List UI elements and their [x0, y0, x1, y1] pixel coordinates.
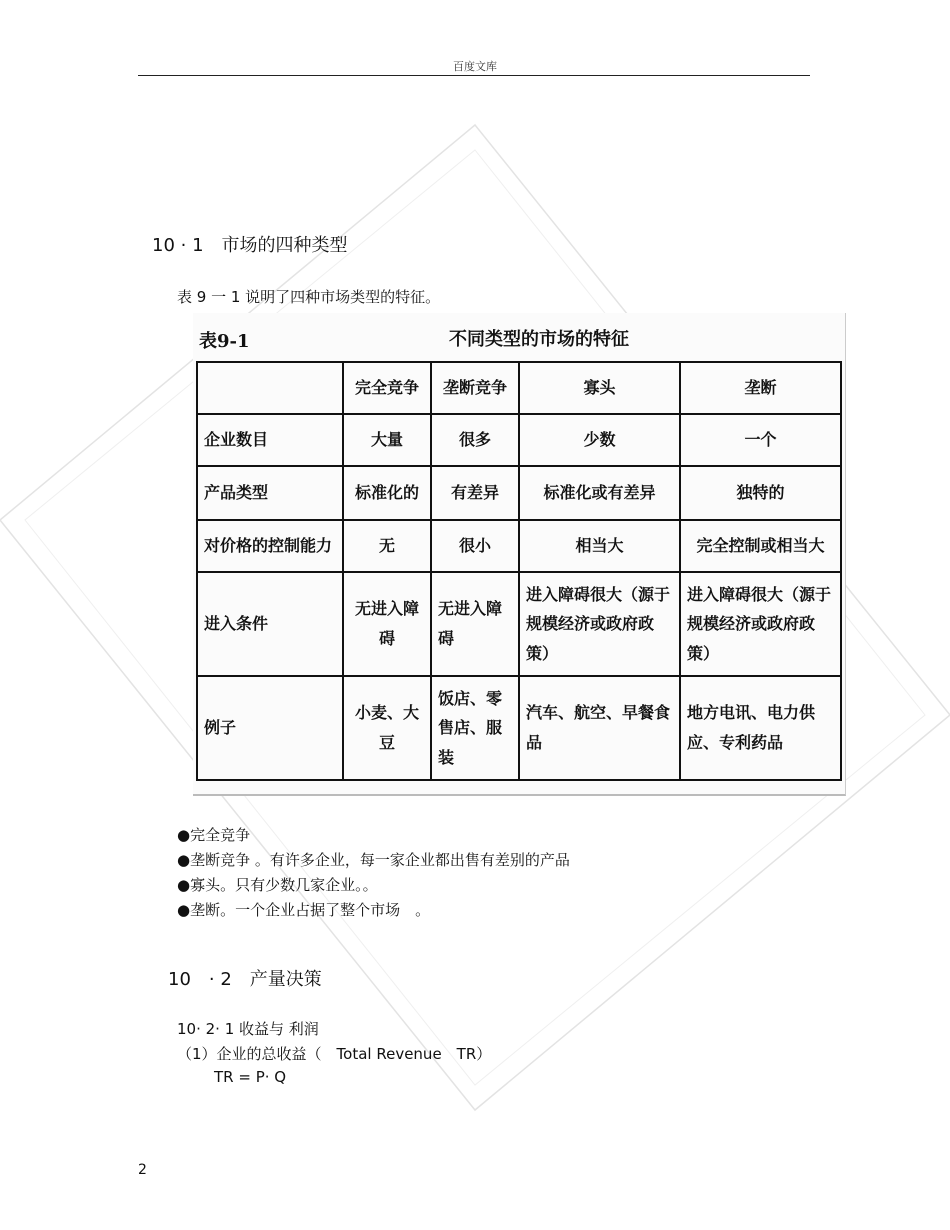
table-caption: 表9-1 — [199, 331, 250, 352]
table-cell: 进入障碍很大（源于规模经济或政府政策） — [680, 572, 841, 676]
header-source: 百度文库 — [453, 60, 497, 73]
row-label: 对价格的控制能力 — [197, 520, 343, 572]
table-cell: 很多 — [431, 414, 519, 466]
table-title: 不同类型的市场的特征 — [449, 329, 629, 350]
section-1-title: 10 · 1 市场的四种类型 — [152, 235, 348, 256]
table-cell: 一个 — [680, 414, 841, 466]
table-row — [197, 676, 841, 780]
subsection-title: 10· 2· 1 收益与 利润 — [177, 1020, 319, 1038]
table-cell: 标准化或有差异 — [519, 466, 680, 520]
header-cell-empty — [197, 362, 343, 414]
header-cell-perfect: 完全竞争 — [343, 362, 431, 414]
table-row — [197, 466, 841, 520]
table-cell: 进入障碍很大（源于规模经济或政府政策） — [519, 572, 680, 676]
bullet-item: ●完全竞争 — [177, 826, 251, 844]
header-rule — [138, 75, 810, 76]
row-label: 例子 — [197, 676, 343, 780]
table-cell: 汽车、航空、早餐食品 — [519, 676, 680, 780]
row-label: 产品类型 — [197, 466, 343, 520]
bullet-dot-icon: ● — [177, 826, 191, 844]
table-cell: 饭店、零售店、服装 — [431, 676, 519, 780]
header-cell-oligopoly: 寡头 — [519, 362, 680, 414]
table-cell: 小麦、大豆 — [343, 676, 431, 780]
formula: TR = P· Q — [214, 1068, 287, 1086]
bullet-dot-icon: ● — [177, 876, 191, 894]
table-cell: 无进入障碍 — [343, 572, 431, 676]
intro-paragraph: 表 9 一 1 说明了四种市场类型的特征。 — [177, 288, 441, 306]
table-cell: 有差异 — [431, 466, 519, 520]
table-cell: 相当大 — [519, 520, 680, 572]
table-cell: 地方电讯、电力供应、专利药品 — [680, 676, 841, 780]
bullet-item: ●垄断。一个企业占据了整个市场 。 — [177, 901, 431, 919]
table-row — [197, 414, 841, 466]
bullet-dot-icon: ● — [177, 901, 191, 919]
header-cell-monopoly: 垄断 — [680, 362, 841, 414]
page-number: 2 — [138, 1162, 147, 1178]
table-row — [197, 572, 841, 676]
table-cell: 标准化的 — [343, 466, 431, 520]
table-cell: 无进入障碍 — [431, 572, 519, 676]
table-row — [197, 520, 841, 572]
row-label: 企业数目 — [197, 414, 343, 466]
table-cell: 完全控制或相当大 — [680, 520, 841, 572]
bullet-item: ●垄断竞争 。有许多企业，每一家企业都出售有差别的产品 — [177, 851, 570, 869]
section-2-title: 10 · 2 产量决策 — [168, 969, 322, 990]
item-1: （1）企业的总收益（ Total Revenue TR） — [177, 1045, 492, 1063]
header-cell-monopolistic: 垄断竞争 — [431, 362, 519, 414]
table-cell: 无 — [343, 520, 431, 572]
table-cell: 独特的 — [680, 466, 841, 520]
table-image — [193, 313, 846, 796]
table-cell: 大量 — [343, 414, 431, 466]
table-cell: 很小 — [431, 520, 519, 572]
bullet-dot-icon: ● — [177, 851, 191, 869]
table-header-row — [197, 362, 841, 414]
row-label: 进入条件 — [197, 572, 343, 676]
market-types-table — [196, 361, 842, 781]
table-cell: 少数 — [519, 414, 680, 466]
bullet-item: ●寡头。只有少数几家企业。。 — [177, 876, 378, 894]
